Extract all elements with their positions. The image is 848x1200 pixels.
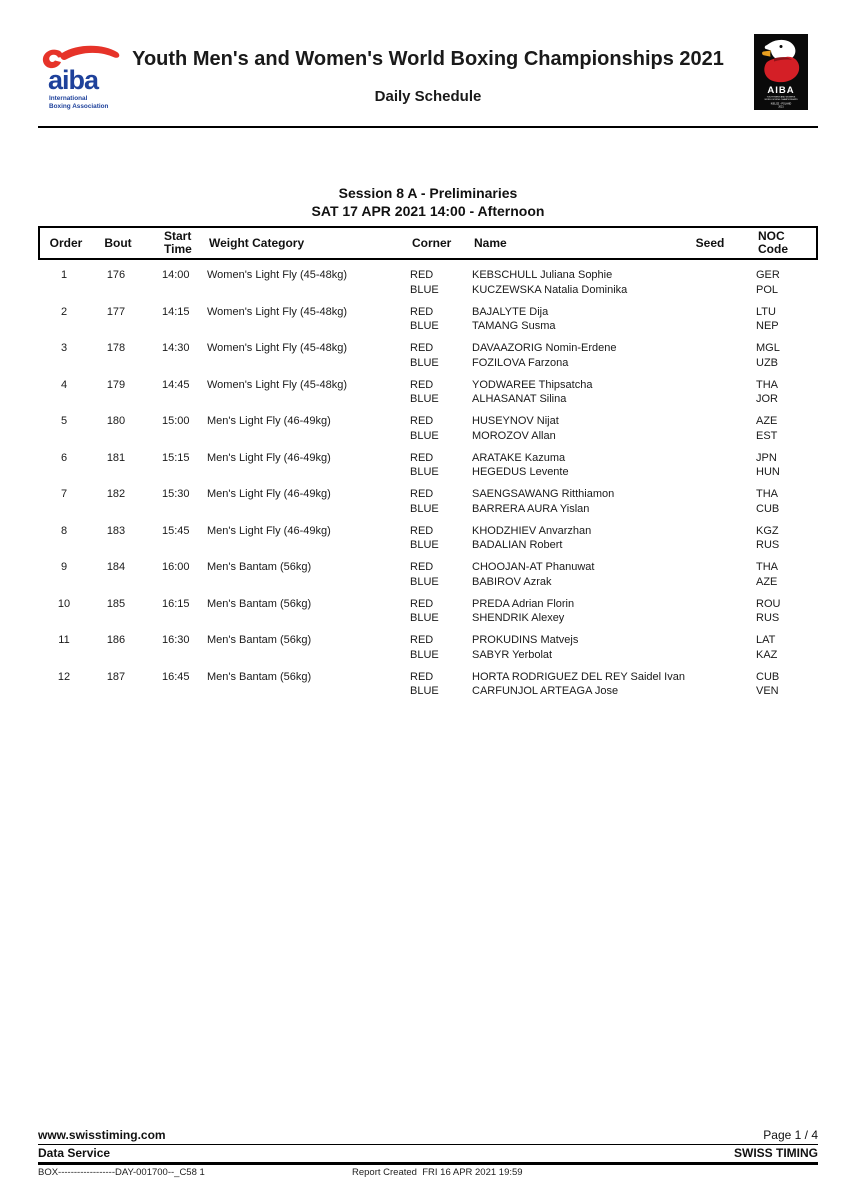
page-title: Youth Men's and Women's World Boxing Championships 2021 xyxy=(132,48,724,70)
page-footer xyxy=(38,1128,818,1178)
bout-weight-category: Men's Bantam (56kg) xyxy=(207,634,312,646)
bout-name-column xyxy=(472,670,685,699)
bout-number: 184 xyxy=(106,561,126,573)
footer-website-link[interactable]: www.swisstiming.com xyxy=(38,1128,166,1142)
bout-number: 183 xyxy=(106,524,126,537)
bout-start-time: 16:00 xyxy=(162,561,190,573)
bout-start-time: 14:45 xyxy=(162,378,190,391)
bout-row xyxy=(38,560,818,589)
blue-boxer-name: BARRERA AURA Yislan xyxy=(472,502,590,515)
bout-name-column xyxy=(472,414,678,443)
bout-corner-column xyxy=(410,670,472,699)
blue-boxer-name: SABYR Yerbolat xyxy=(472,648,553,661)
bout-name-column xyxy=(472,451,678,480)
blue-noc-code: CUB xyxy=(756,502,780,515)
bout-corner-column xyxy=(410,597,472,626)
aiba-wordmark: aiba xyxy=(48,65,99,95)
bout-weight-category: Men's Light Fly (46-49kg) xyxy=(207,415,331,427)
red-noc-code: LTU xyxy=(756,305,776,318)
session-line2: SAT 17 APR 2021 14:00 - Afternoon xyxy=(311,203,545,219)
blue-noc-code: UZB xyxy=(756,356,778,369)
red-noc-code: GER xyxy=(756,269,780,281)
blue-corner-label: BLUE xyxy=(410,502,439,515)
bout-start-time: 15:15 xyxy=(162,451,190,464)
red-boxer-name: KEBSCHULL Juliana Sophie xyxy=(472,269,613,281)
bout-start-time: 14:30 xyxy=(162,342,190,354)
blue-noc-code: RUS xyxy=(756,539,780,551)
footer-page-indicator: Page 1 / 4 xyxy=(763,1128,818,1142)
red-noc-code: JPN xyxy=(756,451,777,464)
blue-noc-code: POL xyxy=(756,283,779,296)
bout-number: 178 xyxy=(106,342,126,354)
event-logo-caption-line1: YOUTH MEN'S AND WOMEN'S xyxy=(766,96,796,99)
bout-order: 9 xyxy=(60,561,68,573)
bout-name-column xyxy=(472,378,678,407)
red-corner-label: RED xyxy=(410,342,434,354)
page-subtitle: Daily Schedule xyxy=(374,88,482,105)
event-logo-caption-line2: WORLD BOXING CHAMPIONSHIPS xyxy=(764,99,798,101)
blue-noc-code: HUN xyxy=(756,466,780,478)
col-header-noc-line1: NOC xyxy=(758,229,785,243)
event-logo-caption-line3: KIELCE - POLAND xyxy=(770,102,792,106)
footer-report-code: BOX------------------DAY-001700--_C58 1 xyxy=(38,1167,205,1178)
blue-noc-code: EST xyxy=(756,429,778,442)
blue-boxer-name: KUCZEWSKA Natalia Dominika xyxy=(472,283,628,296)
bout-order: 2 xyxy=(60,305,68,318)
bout-start-time: 15:45 xyxy=(162,524,190,537)
bout-order: 4 xyxy=(60,378,68,391)
blue-corner-label: BLUE xyxy=(410,648,439,661)
bout-row xyxy=(38,524,818,553)
bout-corner-column xyxy=(410,378,472,407)
bout-number: 176 xyxy=(106,269,126,281)
blue-corner-label: BLUE xyxy=(410,466,439,478)
red-boxer-name: SAENGSAWANG Ritthiamon xyxy=(472,488,615,500)
red-boxer-name: CHOOJAN-AT Phanuwat xyxy=(472,561,595,573)
col-header-noc-line2: Code xyxy=(758,242,788,256)
bout-noc-column xyxy=(738,670,818,699)
red-noc-code: ROU xyxy=(756,597,781,610)
blue-boxer-name: FOZILOVA Farzona xyxy=(472,356,569,369)
blue-boxer-name: ALHASANAT Silina xyxy=(472,393,567,405)
schedule-table xyxy=(38,226,818,706)
bout-noc-column xyxy=(738,378,818,407)
bout-number: 181 xyxy=(106,451,126,464)
blue-noc-code: AZE xyxy=(756,575,778,588)
blue-boxer-name: CARFUNJOL ARTEAGA Jose xyxy=(472,685,619,697)
bout-noc-column xyxy=(738,305,818,334)
red-boxer-name: HUSEYNOV Nijat xyxy=(472,415,559,427)
bout-name-column xyxy=(472,524,678,553)
bout-weight-category: Men's Bantam (56kg) xyxy=(207,561,312,573)
blue-corner-label: BLUE xyxy=(410,320,439,332)
bout-row xyxy=(38,268,818,297)
blue-boxer-name: BADALIAN Robert xyxy=(472,539,563,551)
bout-order: 8 xyxy=(60,524,68,537)
aiba-caption-line1: International xyxy=(49,95,88,102)
event-logo-caption-line4: 2021 xyxy=(778,105,784,109)
col-header-start-time-line2: Time xyxy=(164,242,192,256)
event-logo-wordmark: AIBA xyxy=(767,85,795,96)
bout-weight-category: Men's Bantam (56kg) xyxy=(207,597,312,610)
col-header-start-time-line1: Start xyxy=(164,229,192,243)
bout-noc-column xyxy=(738,414,818,443)
bout-number: 187 xyxy=(106,670,126,683)
blue-noc-code: KAZ xyxy=(756,648,778,661)
bout-row xyxy=(38,670,818,699)
bout-noc-column xyxy=(738,597,818,626)
red-noc-code: AZE xyxy=(756,415,778,427)
col-header-name: Name xyxy=(474,235,507,250)
bout-start-time: 15:30 xyxy=(162,488,190,500)
bout-corner-column xyxy=(410,414,472,443)
red-corner-label: RED xyxy=(410,378,434,391)
red-corner-label: RED xyxy=(410,524,434,537)
bout-start-time: 16:45 xyxy=(162,670,190,683)
blue-boxer-name: MOROZOV Allan xyxy=(472,429,556,442)
bout-row xyxy=(38,597,818,626)
bout-order: 3 xyxy=(60,342,68,354)
bout-row xyxy=(38,414,818,443)
event-logo-graphic xyxy=(754,34,808,110)
blue-noc-code: VEN xyxy=(756,685,779,697)
red-noc-code: CUB xyxy=(756,670,780,683)
bout-noc-column xyxy=(738,341,818,370)
blue-noc-code: NEP xyxy=(756,320,779,332)
bout-order: 12 xyxy=(57,670,71,683)
bout-row xyxy=(38,451,818,480)
bout-weight-category: Women's Light Fly (45-48kg) xyxy=(207,342,348,354)
footer-row-service xyxy=(38,1145,818,1165)
red-boxer-name: DAVAAZORIG Nomin-Erdene xyxy=(472,342,617,354)
bout-weight-category: Men's Light Fly (46-49kg) xyxy=(207,524,331,537)
bout-corner-column xyxy=(410,268,472,297)
bout-noc-column xyxy=(738,524,818,553)
bout-order: 10 xyxy=(57,597,71,610)
blue-corner-label: BLUE xyxy=(410,575,439,588)
bout-number: 185 xyxy=(106,597,126,610)
eagle-eye xyxy=(780,45,783,48)
bout-order: 6 xyxy=(60,451,68,464)
col-header-order: Order xyxy=(49,235,83,250)
bout-weight-category: Women's Light Fly (45-48kg) xyxy=(207,378,348,391)
bout-noc-column xyxy=(738,487,818,516)
bout-number: 180 xyxy=(106,415,126,427)
bout-order: 7 xyxy=(60,488,68,500)
red-boxer-name: BAJALYTE Dija xyxy=(472,305,549,318)
blue-corner-label: BLUE xyxy=(410,393,439,405)
blue-noc-code: RUS xyxy=(756,612,780,624)
event-logo xyxy=(754,34,808,115)
aiba-caption-line2: Boxing Association xyxy=(49,103,109,110)
bout-corner-column xyxy=(410,633,472,662)
bout-start-time: 16:15 xyxy=(162,597,190,610)
red-corner-label: RED xyxy=(410,634,434,646)
bout-name-column xyxy=(472,597,678,626)
bout-weight-category: Men's Light Fly (46-49kg) xyxy=(207,451,331,464)
col-header-start-time xyxy=(144,230,209,256)
red-noc-code: THA xyxy=(756,488,778,500)
schedule-header-row xyxy=(38,226,818,260)
red-noc-code: LAT xyxy=(756,634,776,646)
bout-corner-column xyxy=(410,341,472,370)
bout-start-time: 15:00 xyxy=(162,415,190,427)
bout-corner-column xyxy=(410,560,472,589)
bout-corner-column xyxy=(410,305,472,334)
red-corner-label: RED xyxy=(410,305,434,318)
bout-name-column xyxy=(472,305,678,334)
bout-weight-category: Women's Light Fly (45-48kg) xyxy=(207,305,348,318)
red-corner-label: RED xyxy=(410,561,434,573)
bout-corner-column xyxy=(410,524,472,553)
page-header xyxy=(38,34,818,126)
footer-row-report xyxy=(38,1165,818,1178)
blue-boxer-name: BABIROV Azrak xyxy=(472,575,552,588)
bout-name-column xyxy=(472,487,678,516)
bout-row xyxy=(38,378,818,407)
bout-start-time: 14:00 xyxy=(162,269,190,281)
bout-noc-column xyxy=(738,560,818,589)
bout-row xyxy=(38,633,818,662)
blue-boxer-name: HEGEDUS Levente xyxy=(472,466,569,478)
blue-corner-label: BLUE xyxy=(410,612,439,624)
footer-report-created: Report Created FRI 16 APR 2021 19:59 xyxy=(352,1167,523,1178)
bout-weight-category: Men's Bantam (56kg) xyxy=(207,670,312,683)
bout-name-column xyxy=(472,268,678,297)
red-noc-code: MGL xyxy=(756,342,780,354)
bout-order: 1 xyxy=(60,269,68,281)
bout-number: 186 xyxy=(106,634,126,646)
blue-boxer-name: TAMANG Susma xyxy=(472,320,556,332)
bout-row xyxy=(38,487,818,516)
red-corner-label: RED xyxy=(410,670,434,683)
session-title xyxy=(38,184,818,220)
red-corner-label: RED xyxy=(410,451,434,464)
session-line1: Session 8 A - Preliminaries xyxy=(338,185,518,201)
bout-row xyxy=(38,305,818,334)
red-boxer-name: ARATAKE Kazuma xyxy=(472,451,566,464)
col-header-noc-code xyxy=(740,230,820,256)
bout-corner-column xyxy=(410,487,472,516)
bout-row xyxy=(38,341,818,370)
col-header-weight-category: Weight Category xyxy=(209,235,305,250)
schedule-body xyxy=(38,268,818,699)
red-noc-code: KGZ xyxy=(756,524,779,537)
bout-number: 179 xyxy=(106,378,126,391)
bout-weight-category: Women's Light Fly (45-48kg) xyxy=(207,269,348,281)
bout-start-time: 16:30 xyxy=(162,634,190,646)
footer-provider-label: SWISS TIMING xyxy=(734,1146,818,1160)
blue-corner-label: BLUE xyxy=(410,283,439,296)
blue-corner-label: BLUE xyxy=(410,429,439,442)
red-corner-label: RED xyxy=(410,488,434,500)
bout-noc-column xyxy=(738,451,818,480)
bout-noc-column xyxy=(738,633,818,662)
col-header-corner: Corner xyxy=(412,235,452,250)
red-boxer-name: HORTA RODRIGUEZ DEL REY Saidel Ivan xyxy=(472,670,685,683)
bout-corner-column xyxy=(410,451,472,480)
footer-row-website xyxy=(38,1128,818,1145)
header-divider xyxy=(38,126,818,128)
col-header-seed: Seed xyxy=(695,235,725,250)
blue-corner-label: BLUE xyxy=(410,685,439,697)
blue-noc-code: JOR xyxy=(756,393,778,405)
red-boxer-name: KHODZHIEV Anvarzhan xyxy=(472,524,592,537)
blue-corner-label: BLUE xyxy=(410,356,439,369)
red-corner-label: RED xyxy=(410,597,434,610)
bout-name-column xyxy=(472,560,678,589)
footer-service-label: Data Service xyxy=(38,1146,111,1160)
bout-start-time: 14:15 xyxy=(162,305,190,318)
red-corner-label: RED xyxy=(410,415,434,427)
bout-number: 182 xyxy=(106,488,126,500)
bout-number: 177 xyxy=(106,305,126,318)
bout-noc-column xyxy=(738,268,818,297)
blue-boxer-name: SHENDRIK Alexey xyxy=(472,612,565,624)
bout-weight-category: Men's Light Fly (46-49kg) xyxy=(207,488,331,500)
blue-corner-label: BLUE xyxy=(410,539,439,551)
bout-order: 11 xyxy=(58,634,70,646)
col-header-bout: Bout xyxy=(104,235,132,250)
red-corner-label: RED xyxy=(410,269,434,281)
red-noc-code: THA xyxy=(756,561,778,573)
bout-name-column xyxy=(472,633,678,662)
red-boxer-name: YODWAREE Thipsatcha xyxy=(472,378,593,391)
red-noc-code: THA xyxy=(756,378,778,391)
red-boxer-name: PREDA Adrian Florin xyxy=(472,597,575,610)
red-boxer-name: PROKUDINS Matvejs xyxy=(472,634,579,646)
bout-order: 5 xyxy=(60,415,68,427)
bout-name-column xyxy=(472,341,678,370)
